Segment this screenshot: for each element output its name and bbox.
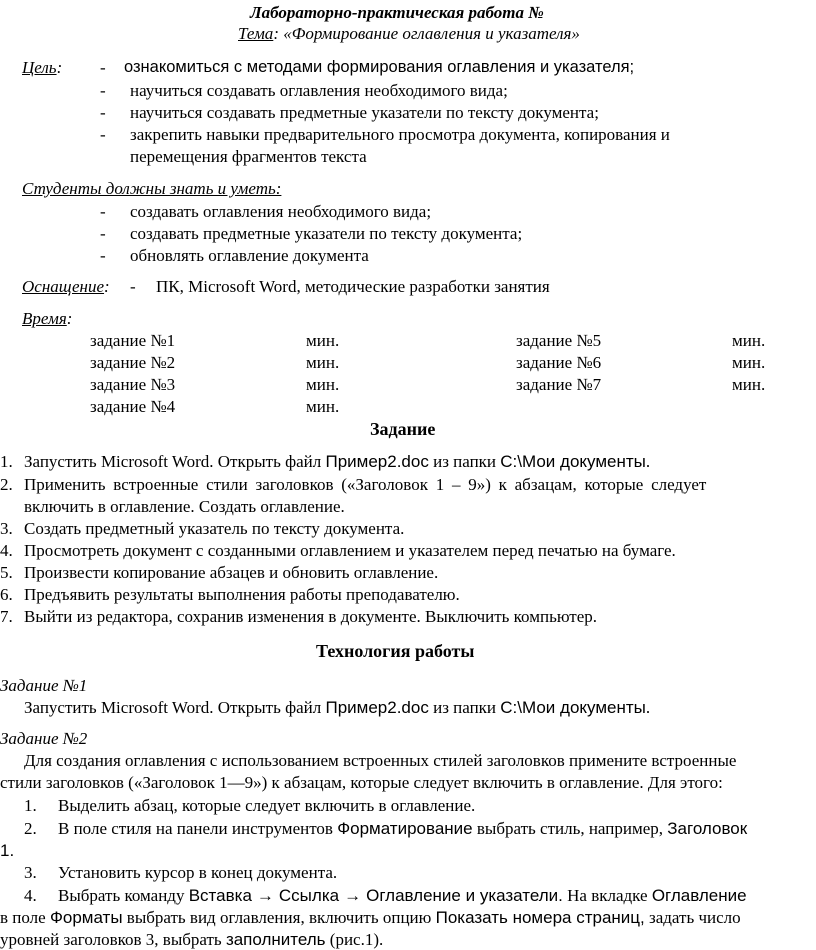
task-number: 7. — [0, 607, 13, 626]
step-text-continued: в поле Форматы выбрать вид оглавления, включить опцию Показать номера страниц, задать число — [0, 908, 741, 927]
bullet-dash: - — [100, 81, 106, 100]
menu-term: Вставка — [188, 886, 252, 905]
equipment-text: ПК, Microsoft Word, методические разработки занятия — [156, 277, 550, 296]
topic-text: : «Формирование оглавления и указателя» — [273, 24, 580, 43]
goal-item: научиться создавать предметные указатели по тексту документа; — [130, 103, 599, 122]
page-title: Лабораторно-практическая работа № — [250, 3, 544, 22]
step-text: Выбрать команду Вставка → Ссылка → Оглавление и указатели. На вкладке Оглавление — [58, 886, 747, 905]
goal-item-continued: перемещения фрагментов текста — [130, 147, 367, 166]
step-text-continued: 1. — [0, 841, 15, 860]
task1-title: Задание №1 — [0, 676, 88, 695]
task-number: 2. — [0, 475, 13, 494]
task-item: Применить встроенные стили заголовков («Заголовок 1 – 9») к абзацам, которые следует — [24, 475, 707, 494]
step-number: 2. — [24, 819, 37, 838]
bullet-dash: - — [100, 202, 106, 221]
time-unit: мин. — [306, 331, 340, 350]
task2-intro: Для создания оглавления с использованием встроенных стилей заголовков примените встроенные — [24, 751, 737, 770]
topic-line — [238, 24, 580, 44]
arrow-icon: → — [256, 886, 274, 905]
topic-label: Тема — [238, 24, 274, 43]
bullet-dash: - — [100, 103, 106, 122]
technology-heading: Технология работы — [316, 641, 475, 661]
time-label: Время — [22, 309, 67, 328]
menu-term: Ссылка — [278, 886, 340, 905]
time-task: задание №5 — [516, 331, 602, 350]
arrow-icon: → — [344, 886, 362, 905]
skill-item: создавать оглавления необходимого вида; — [130, 202, 432, 221]
bullet-dash: - — [100, 125, 106, 144]
folder-path: C:\Мои документы — [500, 452, 646, 471]
step-number: 4. — [24, 886, 37, 905]
bullet-dash: - — [100, 224, 106, 243]
task2-title: Задание №2 — [0, 729, 88, 748]
task-item: Запустить Microsoft Word. Открыть файл Пример2.doc из папки C:\Мои документы. — [24, 452, 651, 471]
folder-path: C:\Мои документы — [500, 698, 646, 717]
task-item: Выйти из редактора, сохранив изменения в документе. Выключить компьютер. — [24, 607, 598, 626]
file-name: Пример2.doc — [325, 452, 429, 471]
task-item: Просмотреть документ с созданными оглавлением и указателем перед печатью на бумаге. — [24, 541, 676, 560]
goal-item: закрепить навыки предварительного просмотра документа, копирования и — [130, 125, 670, 144]
menu-term: Форматирование — [337, 819, 473, 838]
goal-item: научиться создавать оглавления необходимого вида; — [130, 81, 508, 100]
time-unit: мин. — [306, 375, 340, 394]
time-unit: мин. — [732, 375, 766, 394]
task-number: 5. — [0, 563, 13, 582]
time-label-line: Время: — [22, 309, 73, 328]
time-task: задание №3 — [90, 375, 176, 394]
task-item: Предъявить результаты выполнения работы преподавателю. — [24, 585, 460, 604]
time-task: задание №6 — [516, 353, 602, 372]
task-item: Произвести копирование абзацев и обновить оглавление. — [24, 563, 439, 582]
time-unit: мин. — [732, 353, 766, 372]
task-number: 6. — [0, 585, 13, 604]
task-item: Создать предметный указатель по тексту документа. — [24, 519, 405, 538]
equipment-label: Оснащение — [22, 277, 105, 296]
option-term: заполнитель — [225, 930, 326, 949]
bullet-dash: - — [130, 277, 136, 296]
skill-item: обновлять оглавление документа — [130, 246, 369, 265]
option-term: Показать номера страниц, — [435, 908, 645, 927]
time-task: задание №2 — [90, 353, 176, 372]
step-number: 3. — [24, 863, 37, 882]
task-number: 3. — [0, 519, 13, 538]
menu-term: Оглавление и указатели. — [366, 886, 563, 905]
task1-text: Запустить Microsoft Word. Открыть файл Пример2.doc из папки C:\Мои документы. — [24, 698, 651, 717]
step-text: В поле стиля на панели инструментов Форматирование выбрать стиль, например, Заголовок — [58, 819, 748, 838]
time-task: задание №4 — [90, 397, 176, 416]
time-unit: мин. — [306, 353, 340, 372]
time-unit: мин. — [306, 397, 340, 416]
time-unit: мин. — [732, 331, 766, 350]
bullet-dash: - — [100, 246, 106, 265]
step-number: 1. — [24, 796, 37, 815]
time-task: задание №7 — [516, 375, 602, 394]
goal-label: Цель — [22, 58, 57, 77]
step-text: Выделить абзац, которые следует включить в оглавление. — [58, 796, 476, 815]
bullet-dash: - — [100, 58, 106, 77]
step-text-continued: уровней заголовков 3, выбрать заполнитель (рис.1). — [0, 930, 384, 949]
goal-label-line: Цель: — [22, 58, 63, 77]
equipment-label-line: Оснащение: — [22, 277, 110, 296]
task2-intro-continued: стили заголовков («Заголовок 1—9») к абзацам, которые следует включить в оглавление. Для этого: — [0, 773, 723, 792]
skills-heading: Студенты должны знать и уметь: — [22, 179, 282, 198]
style-term: Заголовок — [667, 819, 748, 838]
task-item-continued: включить в оглавление. Создать оглавление. — [24, 497, 345, 516]
task-number: 4. — [0, 541, 13, 560]
step-text: Установить курсор в конец документа. — [58, 863, 338, 882]
task-heading: Задание — [370, 419, 436, 439]
tab-term: Оглавление — [651, 886, 747, 905]
skill-item: создавать предметные указатели по тексту документа; — [130, 224, 523, 243]
file-name: Пример2.doc — [325, 698, 429, 717]
field-term: Форматы — [49, 908, 123, 927]
goal-item: ознакомиться с методами формирования оглавления и указателя; — [124, 58, 635, 76]
task-number: 1. — [0, 452, 13, 471]
time-task: задание №1 — [90, 331, 176, 350]
